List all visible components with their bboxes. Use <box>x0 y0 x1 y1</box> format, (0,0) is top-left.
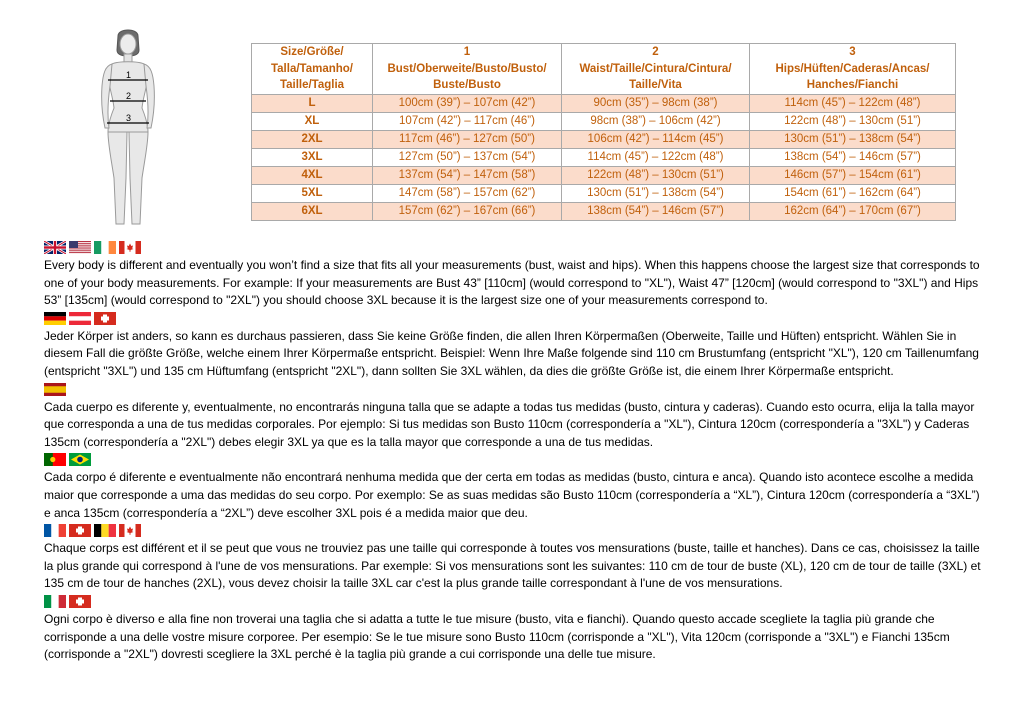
size-chart-table <box>251 43 956 221</box>
instruction-paragraph: Every body is different and eventually you won’t find a size that fits all your measurements (bust, waist and hips). When this happens choose the largest size that corresponds to one of your body measurements. For example: If your measurements are Bust 43” [110cm] (would correspond to "XL"), Waist 47” [120cm] (would correspond to "3XL") and Hips 53” [135cm] (would correspond to "2XL") you should choose 3XL because it is the largest size one of your measurements correspond to. <box>44 258 980 308</box>
us-flag <box>69 241 91 254</box>
table-row <box>252 203 956 221</box>
header-text: Size/Größe/ Talla/Tamanho/ Taille/Taglia <box>270 46 353 92</box>
waist-marker-label: 2 <box>126 91 132 101</box>
bust-cell: 100cm (39”) – 107cm (42”) <box>373 95 562 113</box>
waist-cell: 114cm (45”) – 122cm (48”) <box>562 149 750 167</box>
instruction-paragraph: Cada cuerpo es diferente y, eventualmente, no encontrarás ninguna talla que se adapte a todas tus medidas (busto, cintura y caderas). Cuando esto ocurra, elija la talla mayor que corresponda a una de tus medidas corporales. Por ejemplo: Si tus medidas son Busto 110cm (correspondería a "XL"), Cintura 120cm (correspondería a "3XL") y Caderas 135cm (correspondería a "2XL") debes elegir 3XL ya que es la talla mayor que corresponde a una de tus medidas. <box>44 399 975 449</box>
size-cell: 2XL <box>252 131 373 149</box>
table-row <box>252 131 956 149</box>
flag-row <box>44 382 984 397</box>
instruction-paragraph: Cada corpo é diferente e eventualmente não encontrará nenhuma medida que der certa em todas as medidas (busto, cintura e anca). Quando isto acontece escolhe a medida maior que corresponde a uma das medidas do seu corpo. Por exemplo: Se as suas medidas são Busto 110cm (correspondería a “XL”), Cintura 120cm (correspondería a “3XL”) e anca 135cm (correspondería a “2XL”) deve escolher 3XL pois é a medida maior que deu. <box>44 470 980 520</box>
spain-flag <box>44 383 66 396</box>
hips-marker-label: 3 <box>126 113 132 123</box>
flag-row <box>44 523 984 538</box>
hips-cell: 130cm (51”) – 138cm (54”) <box>750 131 956 149</box>
size-cell: 3XL <box>252 149 373 167</box>
bust-marker-label: 1 <box>126 70 132 80</box>
size-cell: L <box>252 95 373 113</box>
bust-cell: 137cm (54”) – 147cm (58”) <box>373 167 562 185</box>
waist-cell: 90cm (35”) – 98cm (38”) <box>562 95 750 113</box>
waist-cell: 138cm (54”) – 146cm (57”) <box>562 203 750 221</box>
bust-cell: 107cm (42”) – 117cm (46”) <box>373 113 562 131</box>
switzerland-flag <box>94 312 116 325</box>
waist-cell: 122cm (48”) – 130cm (51”) <box>562 167 750 185</box>
language-block <box>44 452 984 522</box>
size-column-header <box>252 44 373 95</box>
bust-cell: 127cm (50”) – 137cm (54”) <box>373 149 562 167</box>
size-cell: 4XL <box>252 167 373 185</box>
table-row <box>252 149 956 167</box>
waist-cell: 106cm (42”) – 114cm (45”) <box>562 131 750 149</box>
hips-cell: 114cm (45”) – 122cm (48”) <box>750 95 956 113</box>
uk-flag <box>44 241 66 254</box>
hips-cell: 122cm (48”) – 130cm (51”) <box>750 113 956 131</box>
table-header-row <box>252 44 956 95</box>
flag-row <box>44 452 984 467</box>
body-measurement-figure <box>88 28 168 234</box>
table-row <box>252 113 956 131</box>
instruction-paragraph: Ogni corpo è diverso e alla fine non troverai una taglia che si adatta a tutte le tue misure (busto, vita e fianchi). Quando questo accade scegliete la taglia più grande che corrisponde a una delle vostre misure corporee. Per esempio: Se le tue misure sono Busto 110cm (corrisponde a "XL"), Vita 120cm (corrisponde a "3XL") e Fianchi 135cm (corrisponde a "2XL") dovresti scegliere la 3XL perché è la taglia più grande a cui corrisponde una delle tue misure. <box>44 611 950 662</box>
waist-cell: 130cm (51”) – 138cm (54”) <box>562 185 750 203</box>
language-block <box>44 594 984 664</box>
hips-cell: 138cm (54”) – 146cm (57”) <box>750 149 956 167</box>
bust-cell: 117cm (46”) – 127cm (50”) <box>373 131 562 149</box>
bust-cell: 147cm (58”) – 157cm (62”) <box>373 185 562 203</box>
ireland-flag <box>94 241 116 254</box>
table-row <box>252 167 956 185</box>
size-cell: 6XL <box>252 203 373 221</box>
waist-column-header <box>562 44 750 95</box>
header-text: 1 Bust/Oberweite/Busto/Busto/ Buste/Busto <box>387 46 547 92</box>
language-block <box>44 240 984 310</box>
flag-row <box>44 311 984 326</box>
instruction-paragraph: Jeder Körper ist anders, so kann es durchaus passieren, dass Sie keine Größe finden, die allen Ihren Körpermaßen (Oberweite, Taille und Hüften) entspricht. Wählen Sie in diesem Fall die größte Größe, welche einem Ihrer Körpermaße entspricht. Beispiel: Wenn Ihre Maße folgende sind 110 cm Brustumfang (entspricht "XL"), 120 cm Taillenumfang (entspricht "3XL") und 135 cm Hüftumfang (entspricht "2XL"), dann sollten Sie 3XL wählen, da dies die größte Größe ist, die einem Ihrer Körpermaße entspricht. <box>44 328 979 378</box>
canada-flag <box>119 524 141 537</box>
switzerland-flag <box>69 524 91 537</box>
table-row <box>252 185 956 203</box>
hips-cell: 162cm (64”) – 170cm (67”) <box>750 203 956 221</box>
flag-row <box>44 240 984 255</box>
flag-row <box>44 594 984 609</box>
bust-cell: 157cm (62”) – 167cm (66”) <box>373 203 562 221</box>
hips-column-header <box>750 44 956 95</box>
waist-cell: 98cm (38”) – 106cm (42”) <box>562 113 750 131</box>
language-block <box>44 523 984 593</box>
hips-cell: 146cm (57”) – 154cm (61”) <box>750 167 956 185</box>
switzerland-flag <box>69 595 91 608</box>
france-flag <box>44 524 66 537</box>
size-cell: XL <box>252 113 373 131</box>
instruction-paragraph: Chaque corps est différent et il se peut que vous ne trouviez pas une taille qui corresponde à toutes vos mensurations (buste, taille et hanches). Dans ce cas, choisissez la taille la plus grande qui correspond à l'une de vos mensurations. Par exemple: Si vos mensurations sont les suivantes: 110 cm de tour de buste (XL), 120 cm de tour de taille (3XL) et 135 cm de tour de hanches (2XL), vous devez choisir la taille 3XL car c'est la plus grande taille correspondant à l'une de vos mensurations. <box>44 541 981 591</box>
austria-flag <box>69 312 91 325</box>
italy-flag <box>44 595 66 608</box>
bust-column-header <box>373 44 562 95</box>
canada-flag <box>119 241 141 254</box>
header-text: 2 Waist/Taille/Cintura/Cintura/ Taille/Vita <box>579 46 732 92</box>
brazil-flag <box>69 453 91 466</box>
belgium-flag <box>94 524 116 537</box>
germany-flag <box>44 312 66 325</box>
size-instructions <box>44 240 984 665</box>
table-row <box>252 95 956 113</box>
language-block <box>44 382 984 452</box>
size-cell: 5XL <box>252 185 373 203</box>
language-block <box>44 311 984 381</box>
hips-cell: 154cm (61”) – 162cm (64”) <box>750 185 956 203</box>
header-text: 3 Hips/Hüften/Caderas/Ancas/ Hanches/Fianchi <box>775 46 930 92</box>
portugal-flag <box>44 453 66 466</box>
